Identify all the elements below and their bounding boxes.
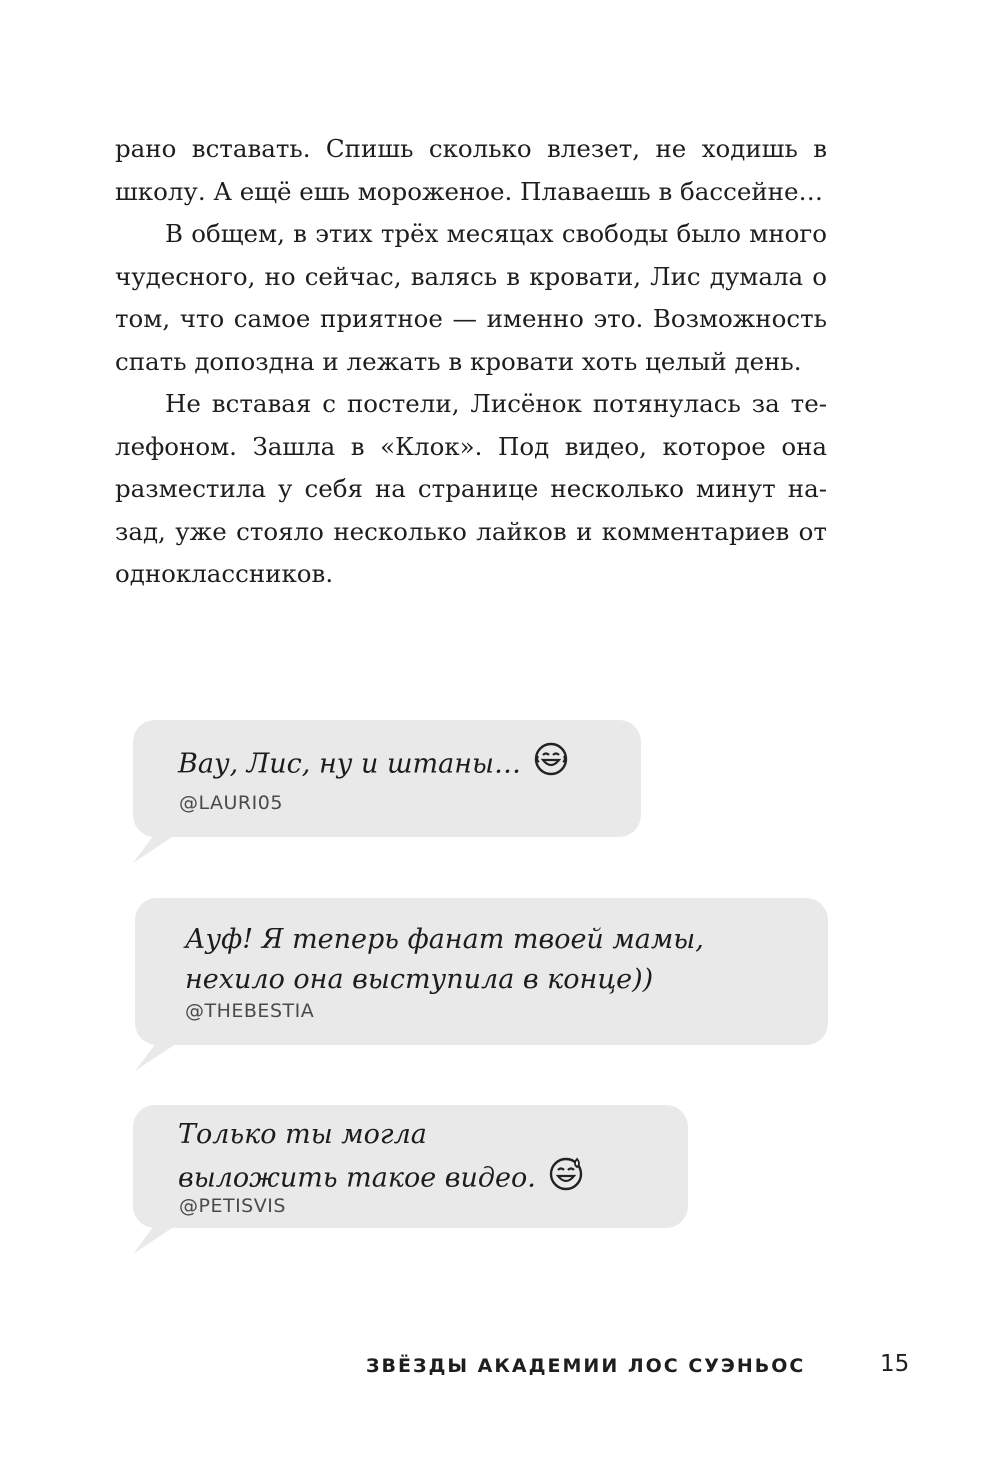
comment-handle: @PETISVIS [179,1195,286,1217]
sweat-smile-emoji-icon [548,1155,584,1203]
paragraph: Не вставая с постели, Лисёнок потянулась за телефоном. Зашла в «Клок». Под видео, которое она разместила у себя на странице несколько минут назад, уже стояло несколько лайков и комментариев от одноклассников. [115,389,827,588]
laughing-tears-emoji-icon [534,742,568,788]
page-number: 15 [880,1351,910,1377]
body-text [115,128,827,596]
comment-text: Вау, Лис, ну и штаны… [178,742,568,788]
comment-handle: @THEBESTIA [185,1000,315,1022]
bubble-tail [133,823,193,863]
comment-text: Только ты могла выложить такое видео. [178,1115,584,1203]
paragraph: В общем, в этих трёх месяцах свободы было много чудесного, но сейчас, валясь в кровати, Лис думала о том, что самое приятное — именно это. Возможность спать допоздна и лежать в кровати хоть целый день. [115,219,827,376]
comment-bubble [133,720,641,837]
bubble-tail [135,1031,195,1071]
comment-text: Ауф! Я теперь фанат твоей мамы, нехило она выступила в конце)) [185,924,704,995]
bubble-tail [133,1214,193,1254]
comment-bubble [135,898,828,1045]
running-footer-book-title: ЗВЁЗДЫ АКАДЕМИИ ЛОС СУЭНЬОС [366,1355,806,1377]
comment-handle: @LAURI05 [179,792,283,814]
paragraph: рано вставать. Спишь сколько влезет, не ходишь в школу. А ещё ешь мороженое. Плаваешь в бассейне… [115,134,827,206]
comment-bubble [133,1105,688,1228]
